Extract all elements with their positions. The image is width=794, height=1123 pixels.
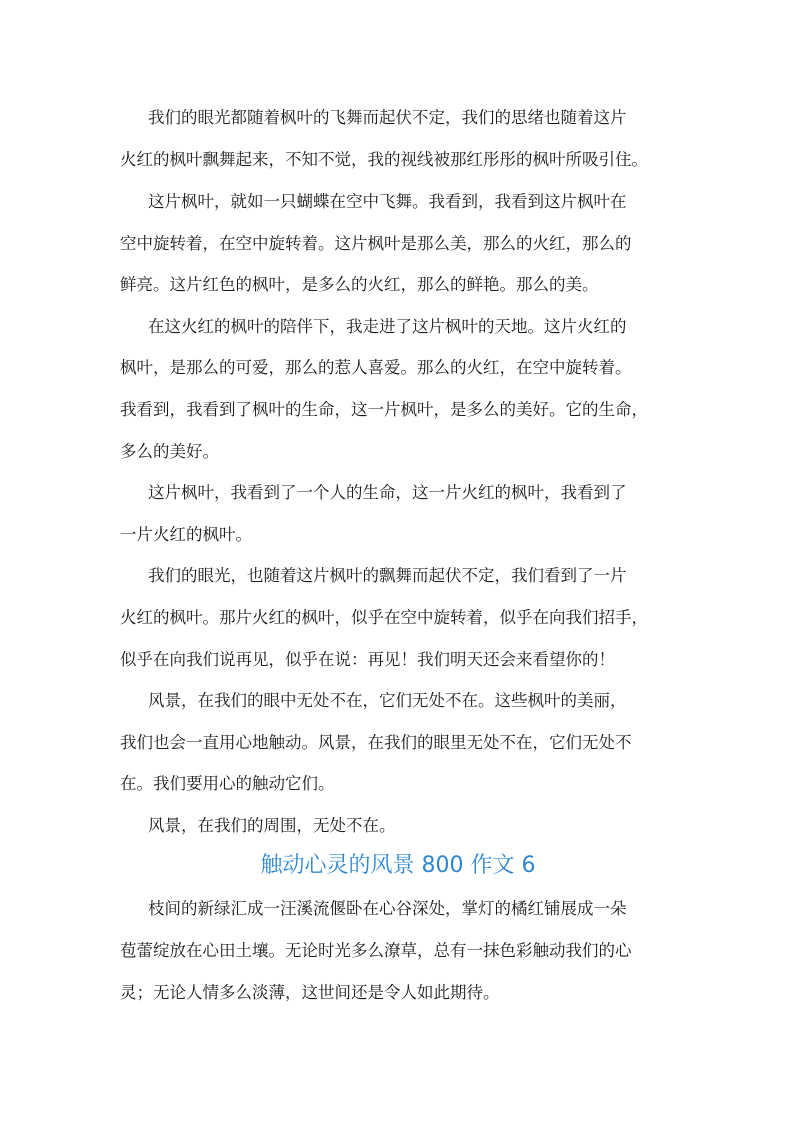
paragraph-line: 苞蕾绽放在心田土壤。无论时光多么潦草，总有一抹色彩触动我们的心: [120, 941, 632, 960]
paragraph-line: 火红的枫叶飘舞起来，不知不觉，我的视线被那红彤彤的枫叶所吸引住。: [120, 150, 648, 169]
paragraph-line: 我们的眼光，也随着这片枫叶的飘舞而起伏不定，我们看到了一片: [148, 566, 627, 585]
paragraph-line: 这片枫叶，我看到了一个人的生命，这一片火红的枫叶，我看到了: [148, 483, 627, 502]
section-heading: 触动心灵的风景 800 作文 6: [260, 853, 536, 878]
paragraph-line: 枝间的新绿汇成一汪溪流偃卧在心谷深处，掌灯的橘红铺展成一朵: [148, 899, 627, 918]
paragraph-line: 在。我们要用心的触动它们。: [120, 774, 335, 793]
paragraph-line: 一片火红的枫叶。: [120, 525, 252, 544]
paragraph-line: 鲜亮。这片红色的枫叶，是多么的火红，那么的鲜艳。那么的美。: [120, 275, 599, 294]
paragraph-line: 风景，在我们的眼中无处不在，它们无处不在。这些枫叶的美丽，: [148, 691, 627, 710]
paragraph-line: 这片枫叶，就如一只蝴蝶在空中飞舞。我看到，我看到这片枫叶在: [148, 192, 627, 211]
paragraph-line: 多么的美好。: [120, 442, 219, 461]
paragraph-line: 我看到，我看到了枫叶的生命，这一片枫叶，是多么的美好。它的生命，: [120, 400, 648, 419]
paragraph-line: 灵；无论人情多么淡薄，这世间还是令人如此期待。: [120, 983, 500, 1002]
paragraph-line: 似乎在向我们说再见，似乎在说：再见！我们明天还会来看望你的！: [120, 650, 615, 669]
paragraph-line: 火红的枫叶。那片火红的枫叶，似乎在空中旋转着，似乎在向我们招手，: [120, 608, 648, 627]
paragraph-line: 空中旋转着，在空中旋转着。这片枫叶是那么美，那么的火红，那么的: [120, 234, 632, 253]
paragraph-line: 枫叶，是那么的可爱，那么的惹人喜爱。那么的火红，在空中旋转着。: [120, 358, 632, 377]
paragraph-line: 在这火红的枫叶的陪伴下，我走进了这片枫叶的天地。这片火红的: [148, 317, 627, 336]
paragraph-line: 我们的眼光都随着枫叶的飞舞而起伏不定，我们的思绪也随着这片: [148, 108, 627, 127]
paragraph-line: 风景，在我们的周围，无处不在。: [148, 816, 396, 835]
paragraph-line: 我们也会一直用心地触动。风景，在我们的眼里无处不在，它们无处不: [120, 733, 632, 752]
